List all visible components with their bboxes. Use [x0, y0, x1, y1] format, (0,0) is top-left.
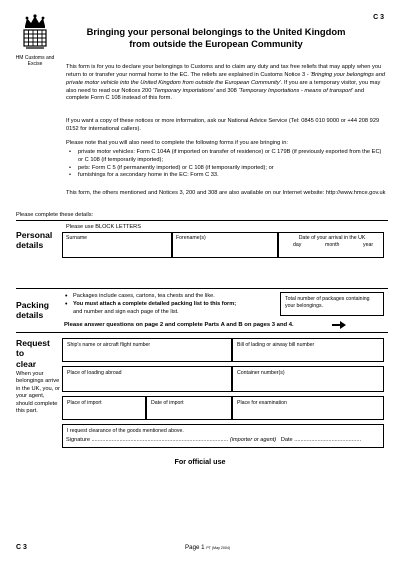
packing-list-note: and number and sign each page of the list.	[73, 308, 179, 315]
intro-text: and complete Form C 108 instead of this form.	[66, 87, 364, 102]
forms-intro: Please note that you will also need to complete the following forms if you are bringing in:	[66, 140, 288, 146]
forenames-label: Forename(s)	[176, 235, 206, 241]
arrow-right-icon	[332, 320, 346, 330]
surname-label: Surname	[66, 235, 88, 241]
place-of-import-field[interactable]	[62, 396, 146, 420]
ship-name-label: Ship's name or aircraft flight number	[67, 342, 151, 348]
answer-instruction: Please answer questions on page 2 and complete Parts A and B on pages 3 and 4.	[64, 322, 294, 328]
packing-list-requirement: You must attach a complete detailed packing list to this form;	[73, 301, 237, 308]
signature-field[interactable]: ........................................................................................	[89, 437, 229, 443]
place-of-loading-field[interactable]	[62, 366, 232, 392]
official-use-heading: For official use	[174, 457, 226, 466]
complete-details-label: Please complete these details:	[16, 212, 94, 218]
place-for-examination-label: Place for examination	[237, 400, 287, 406]
hmce-logo-text: HM Customs and Excise	[15, 55, 55, 67]
notice-3-title: 'Bringing your belongings and private motor vehicle into the United Kingdom from outside the European Community'	[66, 71, 386, 86]
container-number-label: Container number(s)	[237, 370, 285, 376]
personal-details-heading	[16, 230, 52, 251]
total-packages-field[interactable]	[280, 292, 384, 316]
bill-of-lading-field[interactable]	[232, 338, 384, 362]
form-code-top: C 3	[373, 14, 384, 21]
divider	[16, 332, 388, 333]
page-title	[66, 26, 366, 50]
clearance-request-text: I request clearance of the goods mentioned above.	[67, 428, 184, 434]
list-item: • furnishings for a secondary home in the EC: Form C 33.	[66, 172, 388, 180]
intro-text: and 308	[214, 87, 239, 94]
heading-line: details	[16, 240, 44, 251]
packing-details-heading	[16, 300, 49, 321]
list-item: • private motor vehicles: Form C 104A (if imported on transfer of residence) or C 179B (if previously exported from the EC) or C 108 (if temporarily imported);	[66, 149, 388, 165]
forenames-field[interactable]	[172, 232, 278, 258]
place-for-examination-field[interactable]	[232, 396, 384, 420]
heading-line: Packing	[16, 300, 49, 310]
block-letters-note: Please use BLOCK LETTERS	[66, 224, 141, 230]
intro-paragraph-3	[66, 140, 388, 180]
date-label: Date	[280, 437, 293, 443]
divider	[16, 288, 388, 289]
list-item: • Packages include cases, cartons, tea chests and the like.	[64, 293, 274, 300]
total-packages-label: Total number of packages containing your belongings.	[285, 296, 370, 310]
date-field[interactable]: ...........................................	[292, 437, 362, 443]
year-label: year	[363, 242, 374, 248]
intro-text: . If you are a temporary visitor, you may also need to read our Notices 200	[66, 79, 381, 94]
container-number-field[interactable]	[232, 366, 384, 392]
intro-paragraph-4: This form, the others mentioned and Notices 3, 200 and 308 are also available on our Internet website: http://www.hmce.gov.uk	[66, 190, 386, 196]
surname-field[interactable]	[62, 232, 172, 258]
page-number	[185, 544, 230, 551]
date-of-import-field[interactable]	[146, 396, 232, 420]
list-item: • pets: Form C 5 (if permanently imported) or C 108 (if temporarily imported); or	[66, 165, 388, 173]
crown-logo-icon	[18, 14, 52, 54]
heading-line: Personal	[16, 230, 53, 240]
place-of-loading-label: Place of loading abroad	[67, 370, 122, 376]
form-code-footer: C 3	[16, 544, 27, 551]
title-line-1: Bringing your personal belongings to the United Kingdom	[86, 26, 346, 37]
month-label: month	[325, 242, 340, 248]
request-to-clear-heading	[16, 338, 50, 369]
title-line-2: from outside the European Community	[129, 37, 303, 49]
date-of-import-label: Date of import	[151, 400, 184, 406]
signature-label: Signature	[66, 437, 90, 443]
day-label: day	[293, 242, 302, 248]
forms-list	[66, 149, 388, 180]
intro-text: This form is for you to declare your belongings to Customs and to claim any duty and tax free reliefs that may apply when you return to or transfer your normal home to the EC. The reliefs are explained in Customs Notice 3 -	[66, 64, 382, 78]
divider	[16, 220, 388, 221]
signature-box	[62, 424, 384, 448]
arrival-date-field[interactable]	[278, 232, 384, 258]
heading-line: to	[16, 348, 25, 359]
intro-paragraph-1	[66, 64, 388, 103]
importer-or-agent-label: (importer or agent)	[229, 437, 277, 443]
arrival-date-label: Date of your arrival in the UK	[298, 235, 366, 241]
notice-200-title: 'Temporary importations'	[152, 87, 215, 94]
list-item	[64, 301, 274, 316]
signature-row	[66, 437, 388, 443]
edition-label: PT (May 2004)	[206, 546, 231, 550]
ship-name-field[interactable]	[62, 338, 232, 362]
intro-paragraph-2: If you want a copy of these notices or more information, ask our National Advice Service (Tel: 0845 010 9000 or +44 208 929 0152 for international callers).	[66, 118, 380, 132]
notice-308-title: 'Temporary Importations - means of transport'	[238, 87, 353, 94]
heading-line: details	[16, 310, 44, 321]
page-label: Page 1	[185, 544, 205, 551]
packing-instructions	[64, 293, 274, 317]
heading-line: Request	[16, 338, 50, 348]
clearance-instructions: When your belongings arrive in the UK, you, or your agent, should complete this part.	[16, 371, 60, 415]
place-of-import-label: Place of import	[67, 400, 102, 406]
bill-of-lading-label: Bill of lading or airway bill number	[237, 342, 315, 348]
heading-line: clear	[16, 358, 37, 369]
